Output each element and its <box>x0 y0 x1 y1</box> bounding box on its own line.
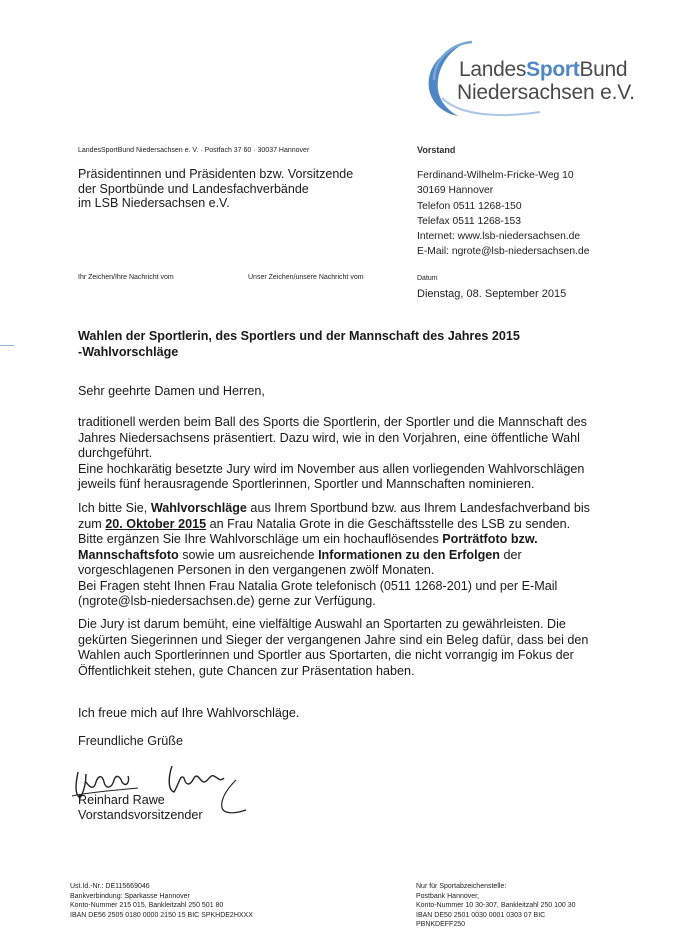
signer-name: Reinhard Rawe <box>78 793 165 807</box>
footer-line: Konto-Nummer 215 015, Bankleitzahl 250 501 80 <box>70 902 224 909</box>
text-run: Bitte ergänzen Sie Ihre Wahlvorschläge um ein hochauflösendes <box>78 532 443 546</box>
logo-wordmark-line2: Niedersachsen e.V. <box>457 81 635 104</box>
paragraph-intro <box>78 415 608 493</box>
contact-street: Ferdinand-Wilhelm-Fricke-Weg 10 <box>417 170 574 181</box>
footer-line: Bankverbindung: Sparkasse Hannover <box>70 892 190 900</box>
paragraph-jury <box>78 617 613 679</box>
your-reference-label: Ihr Zeichen/Ihre Nachricht vom <box>78 274 174 281</box>
fold-mark <box>0 345 14 346</box>
contact-website: Internet: www.lsb-niedersachsen.de <box>417 231 581 243</box>
emphasis-achievements: Informationen zu den Erfolgen <box>318 547 500 562</box>
text-run: Ich bitte Sie, <box>78 501 151 515</box>
paragraph-line: Öffentlichkeit stehen, gute Chancen zur Präsentation haben. <box>78 663 415 678</box>
contact-fax: Telefax 0511 1268-153 <box>417 215 522 227</box>
footer-bank-details <box>70 882 253 920</box>
letter-subject <box>78 329 558 360</box>
contact-block <box>417 168 589 260</box>
emphasis-portrait: Porträtfoto bzw. <box>442 532 538 546</box>
footer-line: Nur für Sportabzeichenstelle: <box>416 883 507 890</box>
text-run: der <box>499 547 522 562</box>
subject-line: -Wahlvorschläge <box>78 344 179 359</box>
paragraph-line: Bei Fragen steht Ihnen Frau Natalia Grote telefonisch (0511 1268-201) und per E-Mail <box>78 578 558 593</box>
text-run: an Frau Natalia Grote in die Geschäftsstelle des LSB zu senden. <box>206 516 571 531</box>
paragraph-line: gekürten Siegerinnen und Sieger der vergangenen Jahre sind ein Beleg dafür, dass bei den <box>78 632 589 647</box>
sender-return-line: LandesSportBund Niedersachsen e. V. · Postfach 37 60 · 30037 Hannover <box>78 147 310 154</box>
subject-line: Wahlen der Sportlerin, des Sportlers und der Mannschaft des Jahres 2015 <box>78 329 520 343</box>
recipient-line: der Sportbünde und Landesfachverbände <box>78 181 309 196</box>
date-label: Datum <box>417 275 438 282</box>
department-label: Vorstand <box>417 145 456 155</box>
logo-prefix: Landes <box>459 58 527 81</box>
footer-line: IBAN DE50 2501 0030 0001 0303 07 BIC <box>416 911 546 919</box>
closing-greeting: Freundliche Grüße <box>78 734 183 748</box>
logo-sport: Sport <box>526 58 580 81</box>
paragraph-line <box>78 532 613 548</box>
recipient-line: im LSB Niedersachsen e.V. <box>78 196 230 210</box>
paragraph-line: durchgeführt. <box>78 446 153 460</box>
paragraph-line: Wahlen auch Sportlerinnen und Sportler aus Sportarten, die nicht vorrangig im Fokus der <box>78 648 574 662</box>
letter-date: Dienstag, 08. September 2015 <box>417 288 567 300</box>
paragraph-line: vorgeschlagenen Personen in den vergangenen zwölf Monaten. <box>78 563 435 577</box>
paragraph-line: Die Jury ist darum bemüht, eine vielfältige Auswahl an Sportarten zu gewährleisten. Die <box>78 617 566 631</box>
emphasis-team-photo: Mannschaftsfoto <box>78 547 179 562</box>
footer-line: PBNKDEFF250 <box>416 921 466 928</box>
logo-wordmark-line1 <box>459 58 627 82</box>
salutation: Sehr geehrte Damen und Herren, <box>78 384 265 398</box>
paragraph-closing-remark: Ich freue mich auf Ihre Wahlvorschläge. <box>78 706 300 720</box>
recipient-line: Präsidentinnen und Präsidenten bzw. Vorsitzende <box>78 167 354 181</box>
paragraph-line: traditionell werden beim Ball des Sports die Sportlerin, der Sportler und die Mannschaft des <box>78 415 587 429</box>
paragraph-line: jeweils fünf herausragende Sportlerinnen, Sportler und Mannschaften nominieren. <box>78 477 535 491</box>
contact-phone: Telefon 0511 1268-150 <box>417 200 522 212</box>
footer-line: IBAN DE56 2505 0180 0000 2150 15 BIC SPKHDE2HXXX <box>70 911 253 919</box>
paragraph-line <box>78 517 613 533</box>
logo-suffix: Bund <box>579 58 628 81</box>
paragraph-line: Eine hochkarätig besetzte Jury wird im November aus allen vorliegenden Wahlvorschlägen <box>78 461 585 476</box>
footer-line: Postbank Hannover, <box>416 892 480 900</box>
signer-role: Vorstandsvorsitzender <box>78 808 203 822</box>
contact-city: 30169 Hannover <box>417 185 494 197</box>
contact-email: E-Mail: ngrote@lsb-niedersachsen.de <box>417 246 590 258</box>
text-run: sowie um ausreichende <box>178 547 319 562</box>
recipient-address <box>78 167 353 211</box>
text-run: aus Ihrem Sportbund bzw. aus Ihrem Landesfachverband bis <box>246 501 590 515</box>
emphasis-nominations: Wahlvorschläge <box>150 501 247 515</box>
footer-sportabzeichen-bank <box>416 882 576 930</box>
paragraph-line <box>78 501 613 517</box>
paragraph-request <box>78 501 613 610</box>
paragraph-line: Jahres Niedersachsens präsentiert. Dazu wird, wie in den Vorjahren, eine öffentliche Wahl <box>78 430 580 445</box>
our-reference-label: Unser Zeichen/unsere Nachricht vom <box>248 274 364 281</box>
paragraph-line <box>78 548 613 564</box>
footer-line: Konto-Nummer 10 30-307, Bankleitzahl 250 100 30 <box>416 902 576 909</box>
footer-line: Ust.Id.-Nr.: DE115669046 <box>70 883 150 890</box>
paragraph-line: (ngrote@lsb-niedersachsen.de) gerne zur Verfügung. <box>78 594 376 608</box>
deadline-date: 20. Oktober 2015 <box>105 516 207 531</box>
text-run: zum <box>78 516 106 531</box>
